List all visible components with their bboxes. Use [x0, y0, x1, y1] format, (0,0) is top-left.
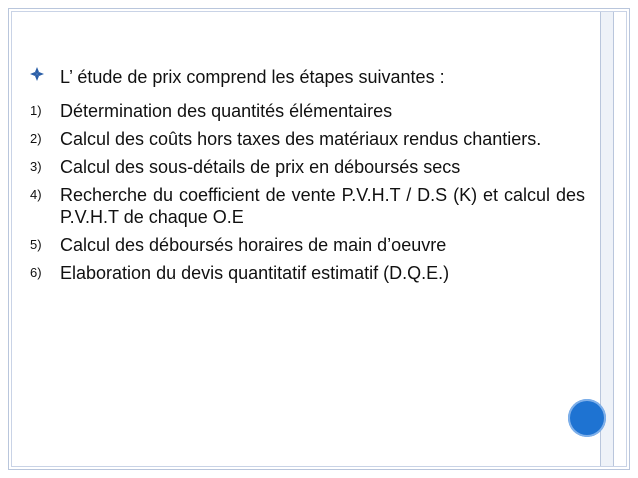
item-text: Calcul des coûts hors taxes des matériaux rendus chantiers. — [60, 129, 542, 149]
steps-list — [30, 100, 585, 284]
intro-text: L’ étude de prix comprend les étapes suivantes : — [60, 67, 445, 87]
item-number: 2) — [30, 131, 42, 146]
list-item — [30, 234, 585, 256]
list-item — [30, 128, 585, 150]
decorative-circle — [568, 399, 606, 437]
item-number: 1) — [30, 103, 42, 118]
item-number: 4) — [30, 187, 42, 202]
intro-line — [30, 66, 585, 88]
list-item — [30, 100, 585, 122]
list-item — [30, 156, 585, 178]
item-number: 3) — [30, 159, 42, 174]
list-item — [30, 262, 585, 284]
item-number: 6) — [30, 265, 42, 280]
item-text: Calcul des sous-détails de prix en déboursés secs — [60, 157, 461, 177]
item-number: 5) — [30, 237, 42, 252]
item-text: Calcul des déboursés horaires de main d’oeuvre — [60, 235, 447, 255]
list-item — [30, 184, 585, 228]
item-text: Recherche du coefficient de vente P.V.H.T / D.S (K) et calcul des P.V.H.T de chaque O.E — [60, 185, 585, 227]
diamond-bullet-icon — [30, 67, 44, 81]
item-text: Détermination des quantités élémentaires — [60, 101, 393, 121]
item-text: Elaboration du devis quantitatif estimatif (D.Q.E.) — [60, 263, 450, 283]
slide-content — [30, 66, 585, 290]
slide-side-bar — [600, 12, 614, 466]
